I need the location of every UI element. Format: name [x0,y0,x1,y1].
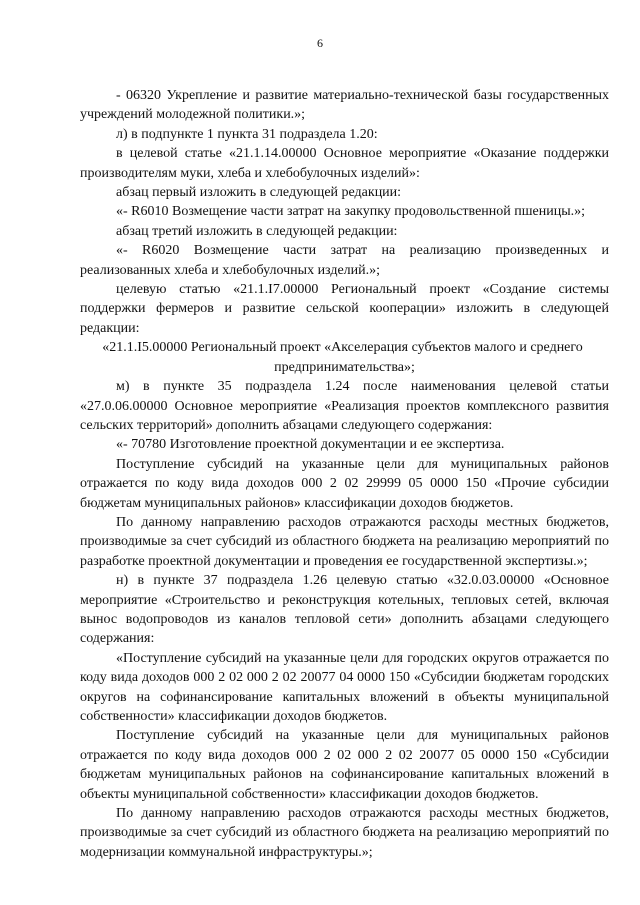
paragraph-r6020-item: «- R6020 Возмещение части затрат на реализацию произведенных и реализованных хлеба и хлебобулочных изделий.»; [80,243,609,278]
paragraph-third-abzac-instruction: абзац третий изложить в следующей редакции: [116,223,398,239]
paragraph-target-article-21-1-i5: «21.1.I5.00000 Региональный проект «Акселерация субъектов малого и среднего предпринимательства»; [102,340,583,375]
document-body [80,86,609,862]
paragraph-expenses-communal-infrastructure: По данному направлению расходов отражаются расходы местных бюджетов, производимые за счет субсидий из областного бюджета на реализацию мероприятий по модернизации коммунальной инфраструктуры.»; [80,806,609,860]
paragraph-target-article-21-1-14: в целевой статье «21.1.14.00000 Основное мероприятие «Оказание поддержки производителям муки, хлеба и хлебобулочных изделий»: [80,146,609,181]
paragraph-subitem-l: л) в подпункте 1 пункта 31 подраздела 1.20: [116,126,378,142]
paragraph-06320-item: - 06320 Укрепление и развитие материально-технической базы государственных учреждений молодежной политики.»; [80,88,609,123]
page-number: 6 [317,36,323,50]
paragraph-expenses-design-documentation: По данному направлению расходов отражаются расходы местных бюджетов, производимые за счет субсидий из областного бюджета на реализацию мероприятий по разработке проектной документации и проведения ее государственной экспертизы.»; [80,514,609,569]
paragraph-first-abzac-instruction: абзац первый изложить в следующей редакции: [116,185,402,201]
paragraph-city-districts-subsidies: «Поступление субсидий на указанные цели для городских округов отражается по коду вида доходов 000 2 02 000 2 02 20077 04 0000 150 «Субсидии бюджетам городских округов на софинансирование капитальных вложений в объекты муниципальной собственности» классификации доходов бюджетов. [80,650,609,724]
paragraph-municipal-subsidies-29999: Поступление субсидий на указанные цели для муниципальных районов отражается по коду вида доходов 000 2 02 29999 05 0000 150 «Прочие субсидии бюджетам муниципальных районов» классификации доходов бюджетов. [80,456,609,511]
paragraph-subitem-m: м) в пункте 35 подраздела 1.24 после наименования целевой статьи «27.0.06.00000 Основное мероприятие «Реализация проектов комплексного развития сельских территорий» дополнить абзацами следующего содержания: [80,379,609,433]
paragraph-70780-item: «- 70780 Изготовление проектной документации и ее экспертиза. [116,437,505,453]
paragraph-municipal-districts-subsidies: Поступление субсидий на указанные цели для муниципальных районов отражается по коду вида доходов 000 2 02 000 2 02 20077 05 0000 150 «Субсидии бюджетам муниципальных районов на софинансирование капитальных вложений в объекты муниципальной собственности» классификации доходов бюджетов. [80,728,609,802]
paragraph-target-article-21-1-i7: целевую статью «21.1.I7.00000 Региональный проект «Создание системы поддержки фермеров и развитие сельской кооперации» изложить в следующей редакции: [80,282,609,336]
paragraph-r6010-item: «- R6010 Возмещение части затрат на закупку продовольственной пшеницы.»; [116,204,586,220]
paragraph-subitem-n: н) в пункте 37 подраздела 1.26 целевую статью «32.0.03.00000 «Основное мероприятие «Строительство и реконструкция котельных, тепловых сетей, включая вынос водопроводов из каналов тепловой сети» дополнить абзацами следующего содержания: [80,573,609,647]
